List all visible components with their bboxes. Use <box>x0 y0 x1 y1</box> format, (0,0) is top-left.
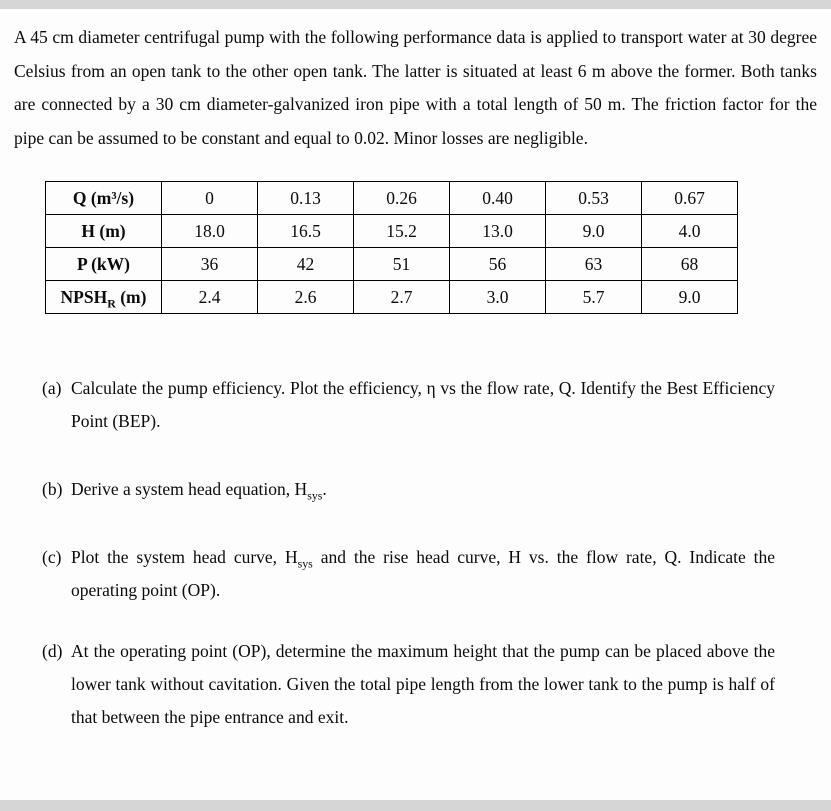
table-cell: 9.0 <box>546 215 642 248</box>
row-header-p-text: P (kW) <box>77 253 130 274</box>
question-d <box>42 635 775 734</box>
row-header-h-text: H (m) <box>81 220 126 241</box>
row-header-p <box>46 248 162 281</box>
row-header-q-text: Q (m³/s) <box>72 187 135 208</box>
question-d-text <box>71 635 775 734</box>
table-cell: 0 <box>162 182 258 215</box>
table-cell: 3.0 <box>450 281 546 314</box>
table-cell: 5.7 <box>546 281 642 314</box>
question-c <box>42 541 775 607</box>
row-header-q <box>46 182 162 215</box>
question-b-text <box>71 473 775 506</box>
table-cell: 56 <box>450 248 546 281</box>
question-c-text-sub: sys <box>297 556 313 571</box>
table-cell: 4.0 <box>642 215 738 248</box>
question-a-text-pre: Calculate the pump efficiency. Plot the efficiency, η vs the flow rate, Q. Identify the Best Efficiency Point (BEP). <box>71 378 775 431</box>
table-cell: 0.67 <box>642 182 738 215</box>
question-c-text-pre: Plot the system head curve, H <box>71 547 298 567</box>
question-c-label: (c) <box>42 547 62 567</box>
question-d-text-pre: At the operating point (OP), determine the maximum height that the pump can be placed above the lower tank without cavitation. Given the total pipe length from the lower tank to the pump is half of that between the pipe entrance and exit. <box>71 641 775 727</box>
question-b-text-sub: sys <box>307 488 323 503</box>
question-b-text-pre: Derive a system head equation, H <box>71 479 308 499</box>
table-cell: 2.4 <box>162 281 258 314</box>
top-edge-strip <box>0 0 831 9</box>
table-cell: 2.7 <box>354 281 450 314</box>
question-c-text <box>71 541 775 607</box>
table-cell: 36 <box>162 248 258 281</box>
question-b-label: (b) <box>42 479 63 499</box>
table-cell: 13.0 <box>450 215 546 248</box>
table-cell: 2.6 <box>258 281 354 314</box>
table-cell: 15.2 <box>354 215 450 248</box>
table-row-npsh <box>46 281 738 314</box>
table-cell: 0.40 <box>450 182 546 215</box>
table-cell: 16.5 <box>258 215 354 248</box>
table-cell: 42 <box>258 248 354 281</box>
table-cell: 0.13 <box>258 182 354 215</box>
row-header-npshr-unit: (m) <box>115 286 147 307</box>
question-c-text-post: and the rise head curve, H vs. the flow rate, Q. Indicate the operating point (OP). <box>71 547 776 600</box>
table-row-flow-rate <box>46 182 738 215</box>
row-header-npshr-sub: R <box>107 296 116 310</box>
question-a-text <box>71 372 775 438</box>
performance-table <box>45 181 738 314</box>
bottom-edge-strip <box>0 800 831 811</box>
table-cell: 0.53 <box>546 182 642 215</box>
question-d-label: (d) <box>42 641 63 661</box>
question-a-label: (a) <box>42 378 62 398</box>
table-cell: 63 <box>546 248 642 281</box>
row-header-npshr <box>46 281 162 314</box>
table-cell: 68 <box>642 248 738 281</box>
table-row-power <box>46 248 738 281</box>
problem-statement: A 45 cm diameter centrifugal pump with the following performance data is applied to transport water at 30 degree Celsius from an open tank to the other open tank. The latter is situated at least 6 m above the former. Both tanks are connected by a 30 cm diameter-galvanized iron pipe with a total length of 50 m. The friction factor for the pipe can be assumed to be constant and equal to 0.02. Minor losses are negligible. <box>14 27 817 148</box>
table-row-head <box>46 215 738 248</box>
question-b-text-post: . <box>322 479 327 499</box>
question-a <box>42 372 775 438</box>
question-b <box>42 473 775 506</box>
row-header-h <box>46 215 162 248</box>
table-cell: 18.0 <box>162 215 258 248</box>
row-header-npshr-text: NPSH <box>60 286 108 307</box>
table-cell: 9.0 <box>642 281 738 314</box>
table-cell: 51 <box>354 248 450 281</box>
table-cell: 0.26 <box>354 182 450 215</box>
